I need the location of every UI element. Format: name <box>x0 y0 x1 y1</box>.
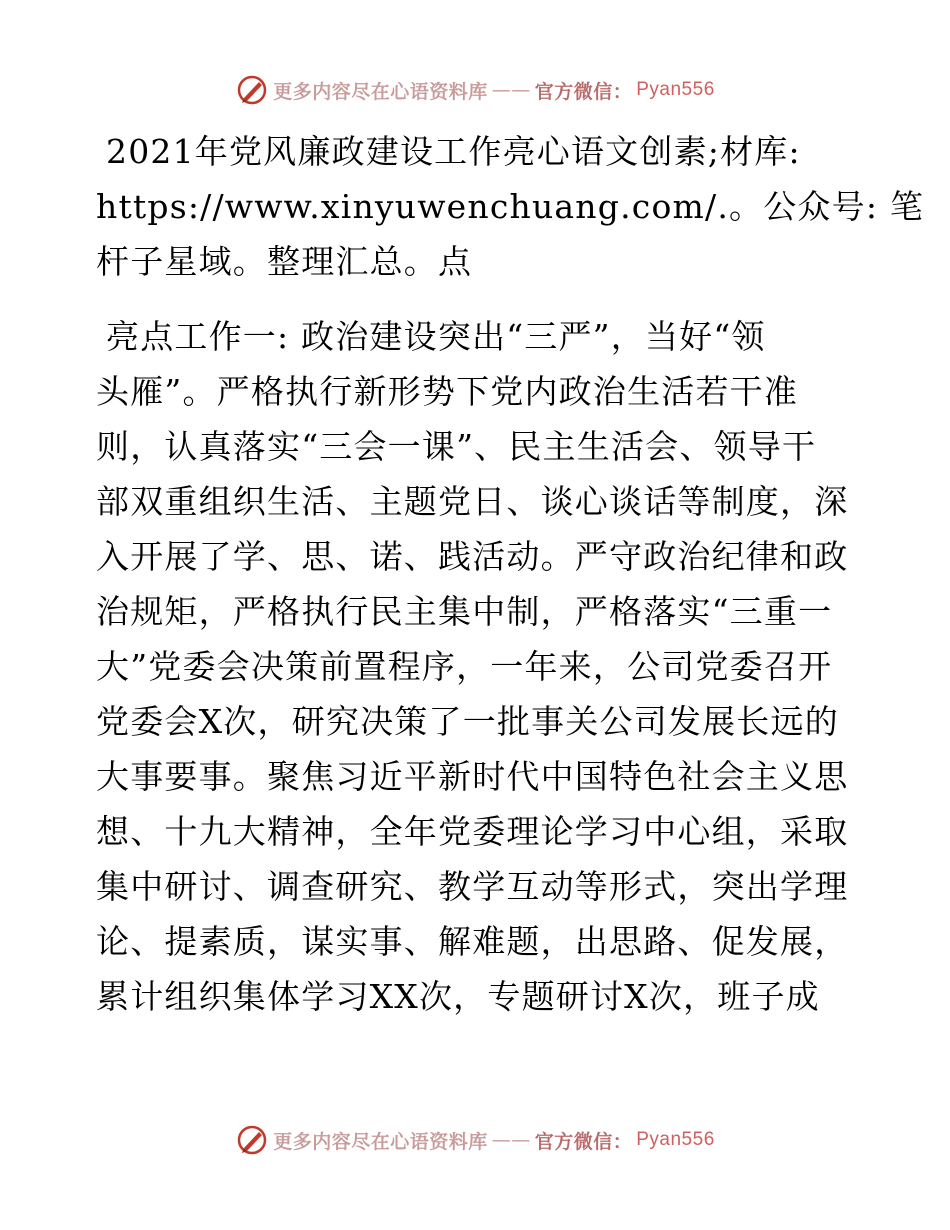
body-paragraph <box>96 309 856 1024</box>
banner-main-text: 更多内容尽在心语资料库 <box>273 1130 488 1153</box>
body-line: 大”党委会决策前置程序，一年来，公司党委召开 <box>96 647 833 686</box>
title-paragraph <box>96 124 925 289</box>
paragraph-gap <box>96 289 856 309</box>
footer-banner <box>0 1120 950 1160</box>
title-line: 杆子星域。整理汇总。点 <box>96 242 473 281</box>
pen-logo-icon <box>235 1123 269 1157</box>
banner-wechat-id: Pyan556 <box>636 1129 715 1150</box>
document-body <box>96 124 925 1024</box>
banner-separator: —— <box>491 1129 531 1151</box>
body-line: 想、十九大精神，全年党委理论学习中心组，采取 <box>96 812 849 851</box>
header-banner <box>0 70 950 110</box>
pen-logo-icon <box>235 73 269 107</box>
body-line: 部双重组织生活、主题党日、谈心谈话等制度，深 <box>96 482 849 521</box>
body-line: 大事要事。聚焦习近平新时代中国特色社会主义思 <box>96 757 849 796</box>
title-line: https://www.xinyuwenchuang.com/.。公众号: 笔 <box>96 187 925 226</box>
banner-separator: —— <box>491 79 531 101</box>
body-line: 入开展了学、思、诺、践活动。严守政治纪律和政 <box>96 537 849 576</box>
banner-main-text: 更多内容尽在心语资料库 <box>273 80 488 103</box>
body-line: 治规矩，严格执行民主集中制，严格落实“三重一 <box>96 592 833 631</box>
banner-official-label: 官方微信： <box>534 80 633 103</box>
body-line: 累计组织集体学习XX次，专题研讨X次，班子成 <box>96 977 820 1016</box>
banner-official-label: 官方微信： <box>534 1130 633 1153</box>
body-line: 则，认真落实“三会一课”、民主生活会、领导干 <box>96 427 817 466</box>
body-line: 党委会X次，研究决策了一批事关公司发展长远的 <box>96 702 839 741</box>
banner-wechat-id: Pyan556 <box>636 79 715 100</box>
body-line: 亮点工作一: 政治建设突出“三严”，当好“领 <box>106 317 766 356</box>
body-line: 头雁”。严格执行新形势下党内政治生活若干准 <box>96 372 799 411</box>
body-line: 论、提素质，谋实事、解难题，出思路、促发展， <box>96 922 849 961</box>
body-line: 集中研讨、调查研究、教学互动等形式，突出学理 <box>96 867 849 906</box>
title-line: 2021年党风廉政建设工作亮心语文创素;材库: <box>106 132 801 171</box>
